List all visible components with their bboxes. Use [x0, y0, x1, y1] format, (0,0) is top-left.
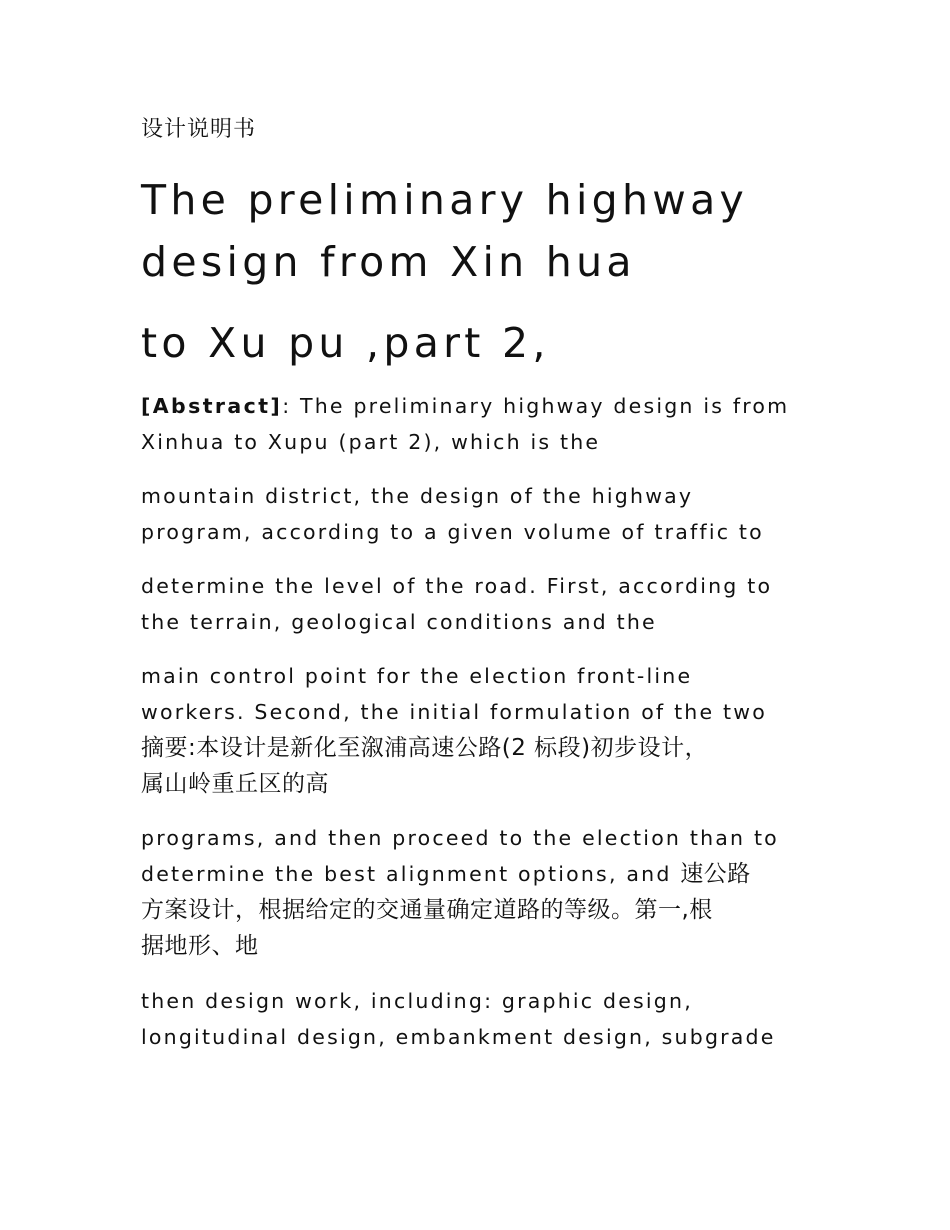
paragraph-line-cn: 方案设计，根据给定的交通量确定道路的等级。第一,根	[141, 897, 713, 923]
paragraph-line: mountain district, the design of the highway	[141, 484, 694, 508]
paragraph-line	[141, 388, 831, 424]
paragraph-line: Xinhua to Xupu (part 2), which is the	[141, 430, 601, 454]
title-line-2: design from Xin hua	[141, 238, 636, 286]
paragraph-line-cn: 据地形、地	[141, 933, 259, 959]
paragraph-text-cn: 速公路	[680, 861, 751, 887]
paragraph-2	[141, 478, 831, 550]
paragraph-line: programs, and then proceed to the election than to	[141, 826, 779, 850]
paragraph-3	[141, 568, 831, 640]
paragraph-5	[141, 820, 831, 964]
paragraph-line: main control point for the election front-line	[141, 664, 693, 688]
paragraph-6	[141, 983, 831, 1055]
paragraph-line: workers. Second, the initial formulation of the two	[141, 700, 767, 724]
paragraph-line: determine the level of the road. First, according to	[141, 574, 773, 598]
abstract-label: [Abstract]	[141, 394, 283, 418]
paragraph-line: longitudinal design, embankment design, subgrade	[141, 1025, 776, 1049]
paragraph-line: program, according to a given volume of traffic to	[141, 520, 764, 544]
paragraph-4	[141, 658, 831, 802]
paragraph-line: the terrain, geological conditions and the	[141, 610, 657, 634]
abstract-text: : The preliminary highway design is from	[282, 394, 790, 418]
paragraph-text-en: determine the best alignment options, and	[141, 862, 681, 886]
title-line-3: to Xu pu ,part 2,	[141, 319, 550, 367]
paragraph-1	[141, 388, 831, 460]
paragraph-line-cn: 摘要:本设计是新化至溆浦高速公路(2 标段)初步设计，	[141, 735, 709, 761]
document-header: 设计说明书	[141, 117, 257, 142]
paragraph-line-cn: 属山岭重丘区的高	[141, 771, 329, 797]
title-line-1: The preliminary highway	[141, 176, 749, 224]
paragraph-line	[141, 856, 831, 892]
paragraph-line: then design work, including: graphic design,	[141, 989, 693, 1013]
